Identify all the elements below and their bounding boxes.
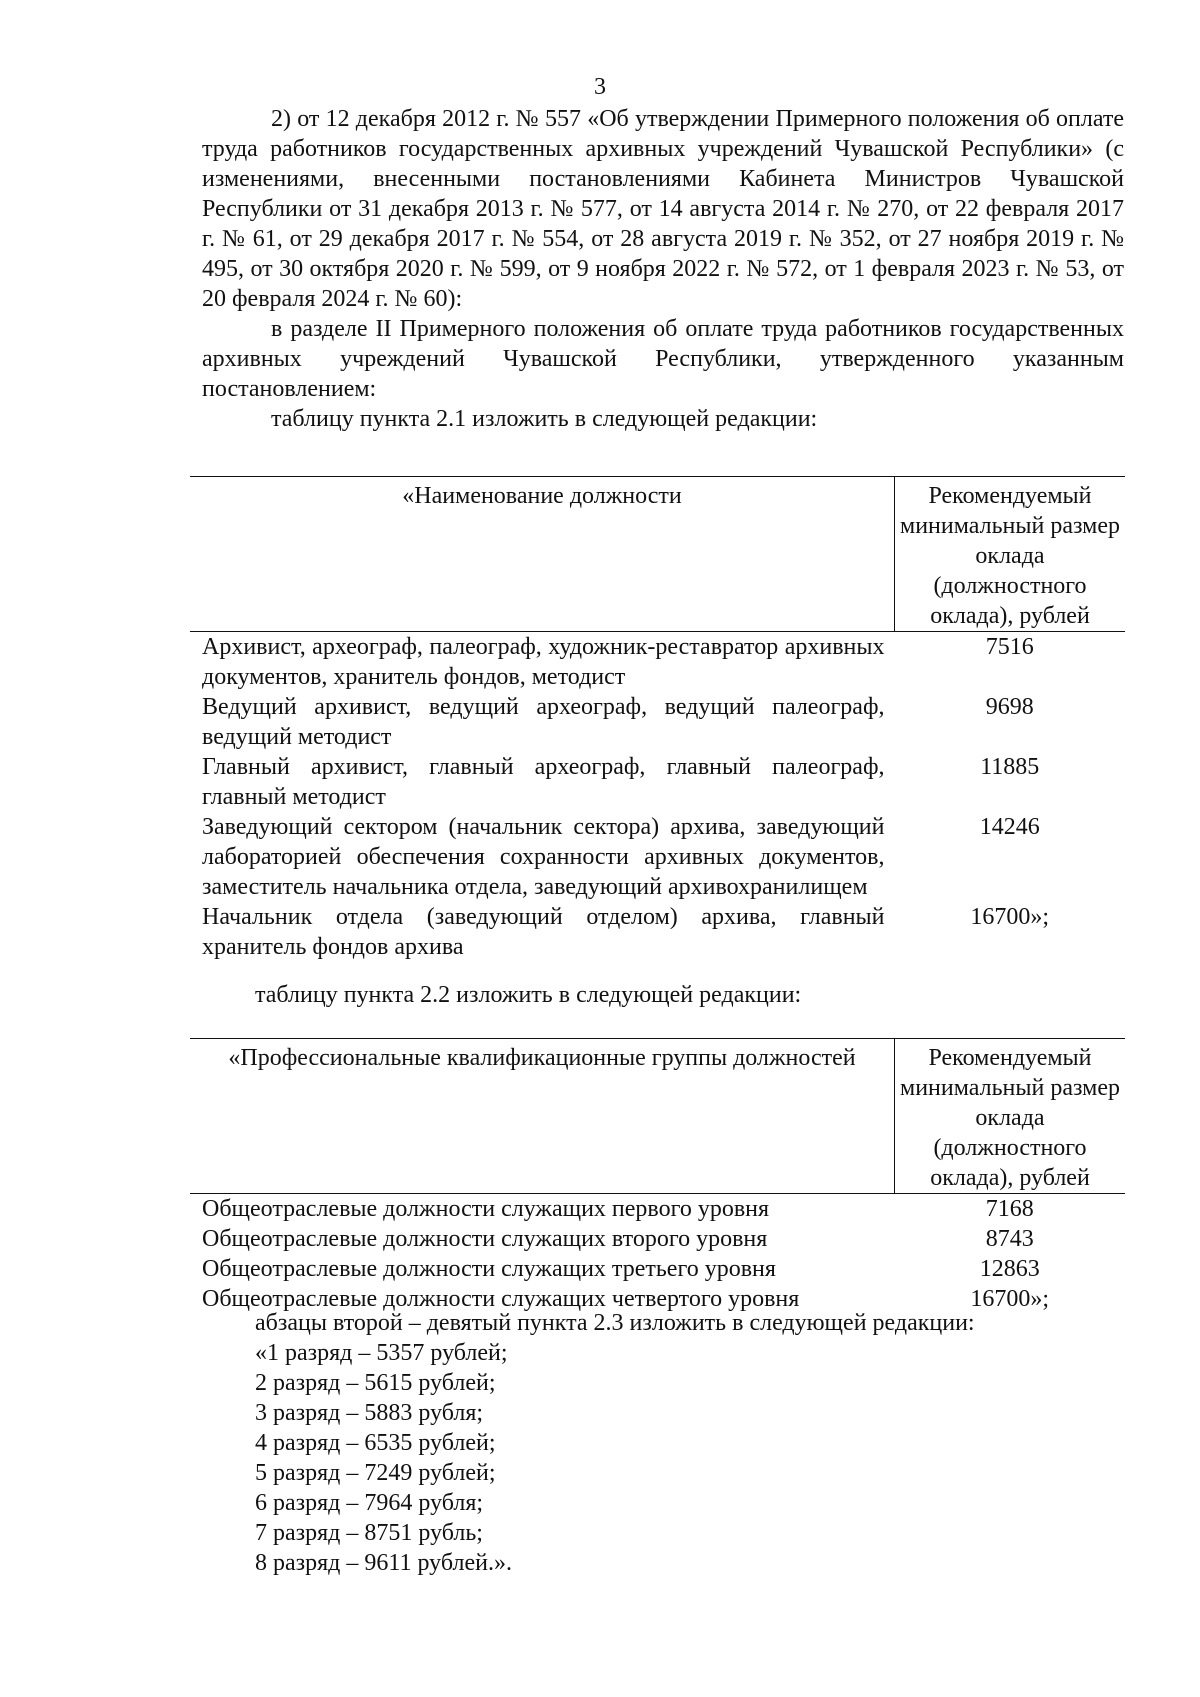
- section-paragraph: в разделе II Примерного положения об оплате труда работников государственных архивных учреждений Чувашской Республики, утвержденного указанным постановлением:: [202, 316, 1124, 402]
- group-name: Общеотраслевые должности служащих третьего уровня: [202, 1256, 776, 1282]
- salary-value: 16700»;: [970, 904, 1050, 930]
- amendment-paragraph: 2) от 12 декабря 2012 г. № 557 «Об утверждении Примерного положения об оплате труда работников государственных архивных учреждений Чувашской Республики» (с изменениями, внесенными постановлениями Кабинета Министров Чувашской Республики от 31 декабря 2013 г. № 577, от 14 августа 2014 г. № 270, от 22 февраля 2017 г. № 61, от 29 декабря 2017 г. № 554, от 28 августа 2019 г. № 352, от 27 ноября 2019 г. № 495, от 30 октября 2020 г. № 599, от 9 ноября 2022 г. № 572, от 1 февраля 2023 г. № 53, от 20 февраля 2024 г. № 60):: [202, 106, 1124, 312]
- salary-value: 7168: [985, 1196, 1034, 1222]
- list-item: 2 разряд – 5615 рублей;: [255, 1370, 496, 1396]
- group-name: Общеотраслевые должности служащих четвертого уровня: [202, 1286, 800, 1312]
- position-name: Главный архивист, главный археограф, главный палеограф, главный методист: [202, 754, 885, 810]
- list-item: 8 разряд – 9611 рублей.».: [255, 1550, 512, 1576]
- position-name: Начальник отдела (заведующий отделом) архива, главный хранитель фондов архива: [202, 904, 885, 960]
- table1-header-value: Рекомендуемый минимальный размер оклада (должностного оклада), рублей: [895, 477, 1126, 632]
- list-item: «1 разряд – 5357 рублей;: [255, 1340, 508, 1366]
- salary-value: 7516: [985, 634, 1034, 660]
- salary-value: 16700»;: [970, 1286, 1050, 1312]
- table2-header-name: «Профессиональные квалификационные группы должностей: [190, 1039, 895, 1194]
- table-row: [190, 752, 1125, 812]
- table-row: [190, 692, 1125, 752]
- salary-value: 14246: [979, 814, 1040, 840]
- group-name: Общеотраслевые должности служащих второго уровня: [202, 1226, 768, 1252]
- list-item: 3 разряд – 5883 рубля;: [255, 1400, 484, 1426]
- position-name: Ведущий архивист, ведущий археограф, ведущий палеограф, ведущий методист: [202, 694, 885, 750]
- table2-intro: таблицу пункта 2.2 изложить в следующей редакции:: [255, 982, 802, 1008]
- table1-header-name: «Наименование должности: [190, 477, 895, 632]
- table-row: [190, 632, 1125, 693]
- list-item: 5 разряд – 7249 рублей;: [255, 1460, 496, 1486]
- salary-table-groups: [190, 1038, 1125, 1314]
- position-name: Архивист, археограф, палеограф, художник-реставратор архивных документов, хранитель фондов, методист: [202, 634, 885, 690]
- salary-value: 9698: [985, 694, 1034, 720]
- list-item: 6 разряд – 7964 рубля;: [255, 1490, 484, 1516]
- list-item: 7 разряд – 8751 рубль;: [255, 1520, 483, 1546]
- table-row: [190, 812, 1125, 902]
- table-row: [190, 1254, 1125, 1284]
- group-name: Общеотраслевые должности служащих первого уровня: [202, 1196, 770, 1222]
- salary-value: 11885: [980, 754, 1040, 780]
- list-intro: абзацы второй – девятый пункта 2.3 изложить в следующей редакции:: [255, 1310, 975, 1336]
- list-item: 4 разряд – 6535 рублей;: [255, 1430, 496, 1456]
- salary-value: 8743: [985, 1226, 1034, 1252]
- position-name: Заведующий сектором (начальник сектора) архива, заведующий лабораторией обеспечения сохранности архивных документов, заместитель начальника отдела, заведующий архивохранилищем: [202, 814, 885, 900]
- table-row: [190, 1194, 1125, 1225]
- table-row: [190, 1224, 1125, 1254]
- salary-value: 12863: [979, 1256, 1040, 1282]
- table2-header-value: Рекомендуемый минимальный размер оклада (должностного оклада), рублей: [895, 1039, 1126, 1194]
- table-row: [190, 902, 1125, 962]
- intro-text: [202, 104, 1124, 434]
- page-number: 3: [594, 74, 606, 100]
- table1-intro: таблицу пункта 2.1 изложить в следующей редакции:: [271, 406, 818, 432]
- salary-table-positions: [190, 476, 1125, 962]
- grades-list: [255, 1308, 1115, 1578]
